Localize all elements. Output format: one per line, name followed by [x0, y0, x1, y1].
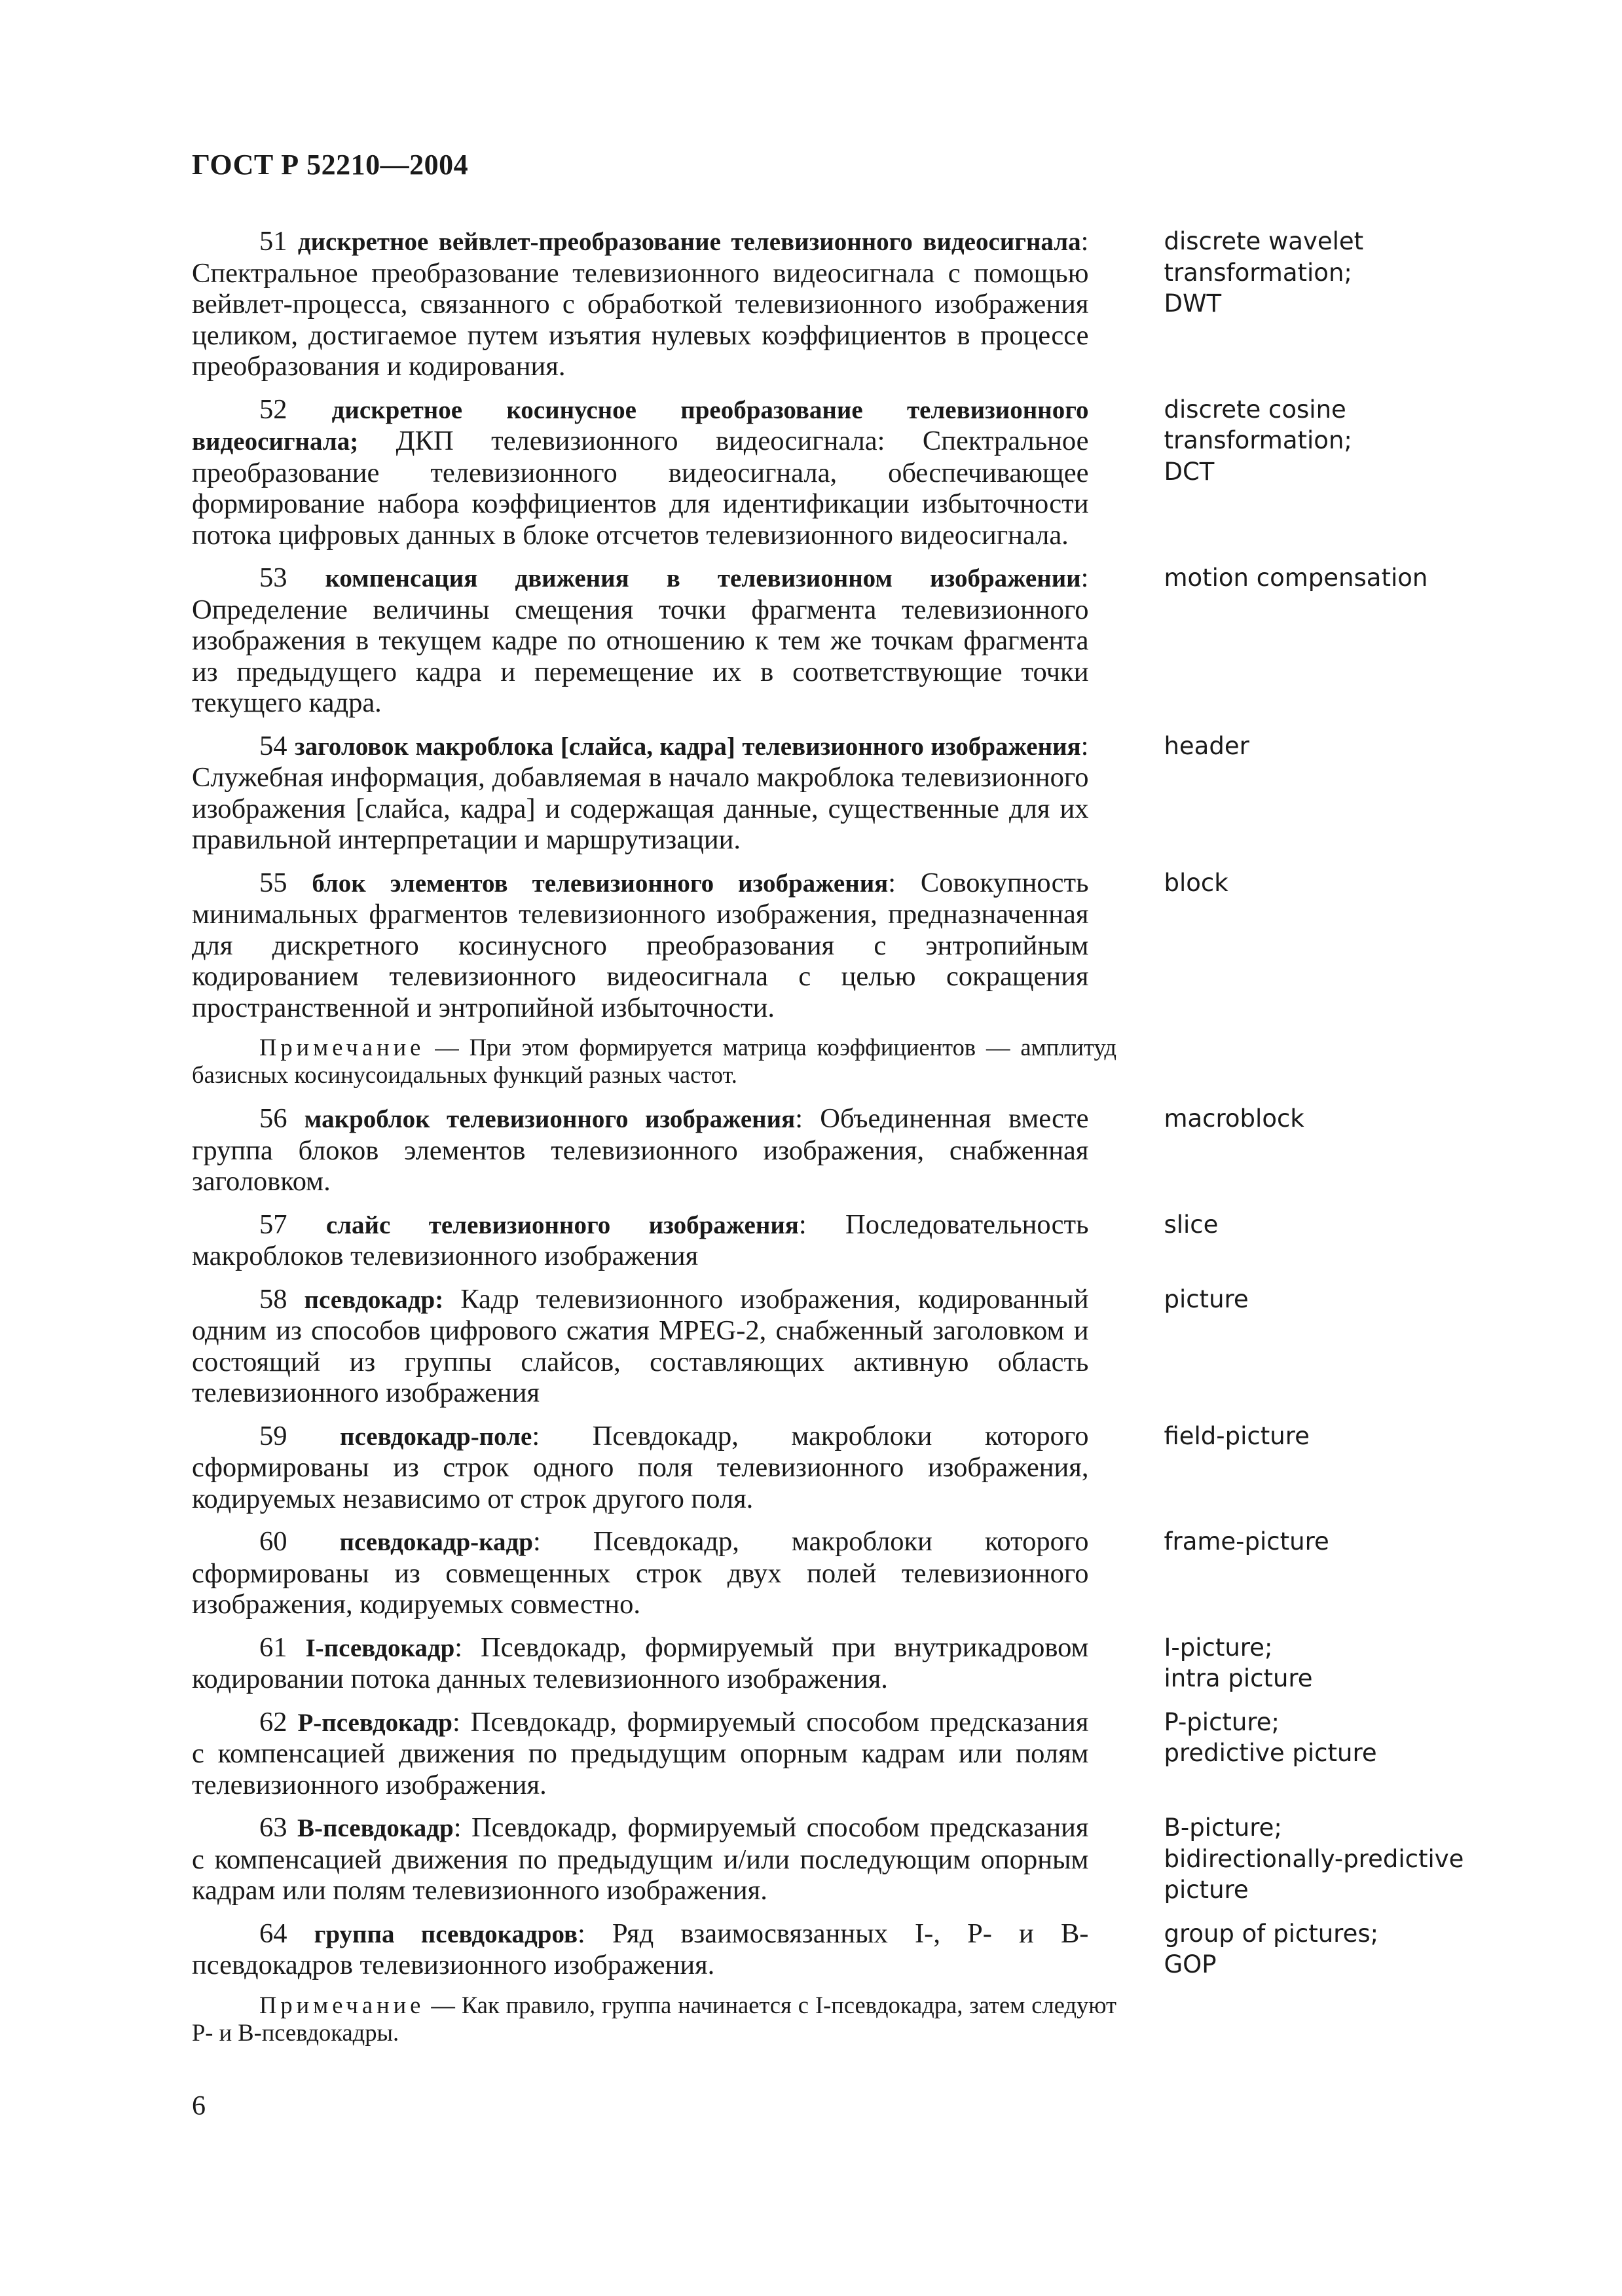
term-name: заголовок макроблока [слайса, кадра] телевизионного изображения: [294, 732, 1081, 761]
term-number: 56: [259, 1103, 287, 1134]
term-entry-59: [192, 1421, 1469, 1515]
term-ru-text: [192, 1526, 1088, 1620]
term-ru-text: [192, 226, 1088, 382]
term-ru-text: [192, 867, 1088, 1024]
term-name: B-псевдокадр: [297, 1814, 454, 1842]
term-definition: : Совокупность минимальных фрагментов телевизионного изображения, предназначенная для дискретного косинусного преобразования с энтропийным кодированием телевизионного видеосигнала с целью сокращения пространственной и энтропийной избыточности.: [192, 867, 1089, 1023]
term-name: группа псевдокадров: [314, 1920, 578, 1948]
term-english-equivalent: picture: [1164, 1285, 1249, 1313]
term-number: 61: [259, 1631, 287, 1663]
term-definition: : Псевдокадр, формируемый способом предсказания с компенсацией движения по предыдущим опорным кадрам или полям телевизионного изображения.: [192, 1706, 1089, 1800]
term-entry-54: [192, 731, 1469, 856]
term-number: 58: [259, 1283, 287, 1315]
term-english-equivalent: block: [1164, 868, 1228, 897]
term-entry-64: [192, 1918, 1469, 1981]
term-definition: : Псевдокадр, макроблоки которого сформированы из строк одного поля телевизионного изображения, кодируемых независимо от строк другого поля.: [192, 1420, 1089, 1514]
term-definition: : Определение величины смещения точки фрагмента телевизионного изображения в текущем кадре по отношению к тем же точкам фрагмента из предыдущего кадра и перемещение их в соответствующие точки текущего кадра.: [192, 562, 1089, 718]
term-english-equivalent: discrete cosine transformation; DCT: [1164, 395, 1352, 486]
term-name: I-псевдокадр: [305, 1633, 455, 1662]
term-definition: Кадр телевизионного изображения, кодированный одним из способов цифрового сжатия MPEG-2, снабженный заголовком и состоящий из группы слайсов, составляющих активную область телевизионного изображения: [192, 1283, 1089, 1408]
term-ru-text: [192, 562, 1088, 719]
term-definition: : Последовательность макроблоков телевизионного изображения: [192, 1209, 1089, 1271]
term-number: 64: [259, 1918, 287, 1949]
term-number: 52: [259, 393, 287, 425]
term-entry-53: [192, 562, 1469, 719]
term-name: псевдокадр-поле: [340, 1422, 532, 1451]
term-english-equivalent: frame-picture: [1164, 1527, 1329, 1556]
term-ru-text: [192, 731, 1088, 856]
term-english-equivalent: field-picture: [1164, 1421, 1310, 1450]
term-ru-text: [192, 1632, 1088, 1695]
term-entry-61: [192, 1632, 1469, 1695]
term-number: 63: [259, 1812, 287, 1843]
term-entry-52: [192, 394, 1469, 551]
note-text: — При этом формируется матрица коэффициентов — амплитуд базисных косинусоидальных функций разных частот.: [192, 1034, 1116, 1088]
term-name: псевдокадр:: [304, 1285, 444, 1314]
term-entry-57: [192, 1209, 1469, 1272]
term-entry-58: [192, 1284, 1469, 1409]
term-english-equivalent: header: [1164, 731, 1249, 760]
term-number: 54: [259, 730, 287, 761]
term-ru-text: [192, 1812, 1088, 1906]
page-number: 6: [192, 2091, 206, 2121]
term-english-equivalent: I-picture; intra picture: [1164, 1633, 1313, 1692]
term-definition: : Спектральное преобразование телевизионного видеосигнала с помощью вейвлет-процесса, связанного с обработкой телевизионного изображения целиком, достигаемое путем изъятия нулевых коэффициентов в процессе преобразования и кодирования.: [192, 226, 1089, 382]
term-definition: : Объединенная вместе группа блоков элементов телевизионного изображения, снабженная заголовком.: [192, 1103, 1089, 1197]
term-ru-text: [192, 1421, 1088, 1515]
term-number: 59: [259, 1420, 287, 1451]
term-name: макроблок телевизионного изображения: [304, 1105, 796, 1133]
terms-list: [192, 226, 1469, 2061]
term-definition: : Псевдокадр, формируемый при внутрикадровом кодировании потока данных телевизионного изображения.: [192, 1631, 1089, 1694]
term-english-equivalent: B-picture; bidirectionally-predictive picture: [1164, 1813, 1464, 1904]
term-ru-text: [192, 1918, 1088, 1981]
term-number: 53: [259, 562, 287, 593]
term-ru-text: [192, 1209, 1088, 1272]
term-number: 60: [259, 1526, 287, 1557]
term-english-equivalent: discrete wavelet transformation; DWT: [1164, 227, 1364, 318]
term-name: слайс телевизионного изображения: [325, 1211, 799, 1239]
term-english-equivalent: motion compensation: [1164, 564, 1428, 592]
term-number: 62: [259, 1706, 287, 1738]
document-standard-header: ГОСТ Р 52210—2004: [192, 149, 469, 181]
note-55: [192, 1034, 1116, 1089]
term-entry-60: [192, 1526, 1469, 1620]
term-english-equivalent: P-picture; predictive picture: [1164, 1707, 1377, 1767]
term-definition: : Ряд взаимосвязанных I-, P- и B-псевдокадров телевизионного изображения.: [192, 1918, 1089, 1980]
term-entry-56: [192, 1103, 1469, 1197]
term-ru-text: [192, 1707, 1088, 1801]
term-entry-62: [192, 1707, 1469, 1801]
note-64: [192, 1992, 1116, 2047]
term-definition: : Служебная информация, добавляемая в начало макроблока телевизионного изображения [слайса, кадра] и содержащая данные, существенные для их правильной интерпретации и маршрутизации.: [192, 730, 1089, 855]
term-entry-63: [192, 1812, 1469, 1906]
term-ru-text: [192, 1284, 1088, 1409]
term-ru-text: [192, 394, 1088, 551]
note-label: Примечание: [259, 1991, 425, 2018]
note-text: — Как правило, группа начинается с I-псевдокадра, затем следуют P- и B-псевдокадры.: [192, 1991, 1116, 2046]
term-number: 55: [259, 867, 287, 898]
term-name: дискретное вейвлет-преобразование телевизионного видеосигнала: [297, 228, 1081, 256]
term-definition: : Псевдокадр, макроблоки которого сформированы из совмещенных строк двух полей телевизионного изображения, кодируемых совместно.: [192, 1526, 1089, 1620]
term-number: 57: [259, 1209, 287, 1240]
term-name: дискретное косинусное преобразование телевизионного видеосигнала;: [192, 395, 1089, 456]
term-english-equivalent: macroblock: [1164, 1104, 1304, 1133]
term-entry-55: [192, 867, 1469, 1024]
term-number: 51: [259, 226, 287, 257]
term-entry-51: [192, 226, 1469, 382]
term-name: блок элементов телевизионного изображения: [312, 869, 889, 898]
term-ru-text: [192, 1103, 1088, 1197]
term-name: псевдокадр-кадр: [339, 1528, 533, 1556]
note-label: Примечание: [259, 1034, 425, 1061]
term-english-equivalent: group of pictures; GOP: [1164, 1919, 1379, 1978]
term-name: P-псевдокадр: [297, 1708, 452, 1737]
term-english-equivalent: slice: [1164, 1210, 1219, 1239]
term-definition: : Псевдокадр, формируемый способом предсказания с компенсацией движения по предыдущим и/или последующим опорным кадрам или полям телевизионного изображения.: [192, 1812, 1089, 1906]
term-definition: ДКП телевизионного видеосигнала: Спектральное преобразование телевизионного видеосигнала, обеспечивающее формирование набора коэффициентов для идентификации избыточности потока цифровых данных в блоке отсчетов телевизионного видеосигнала.: [192, 426, 1089, 551]
term-name: компенсация движения в телевизионном изображении: [325, 564, 1081, 592]
